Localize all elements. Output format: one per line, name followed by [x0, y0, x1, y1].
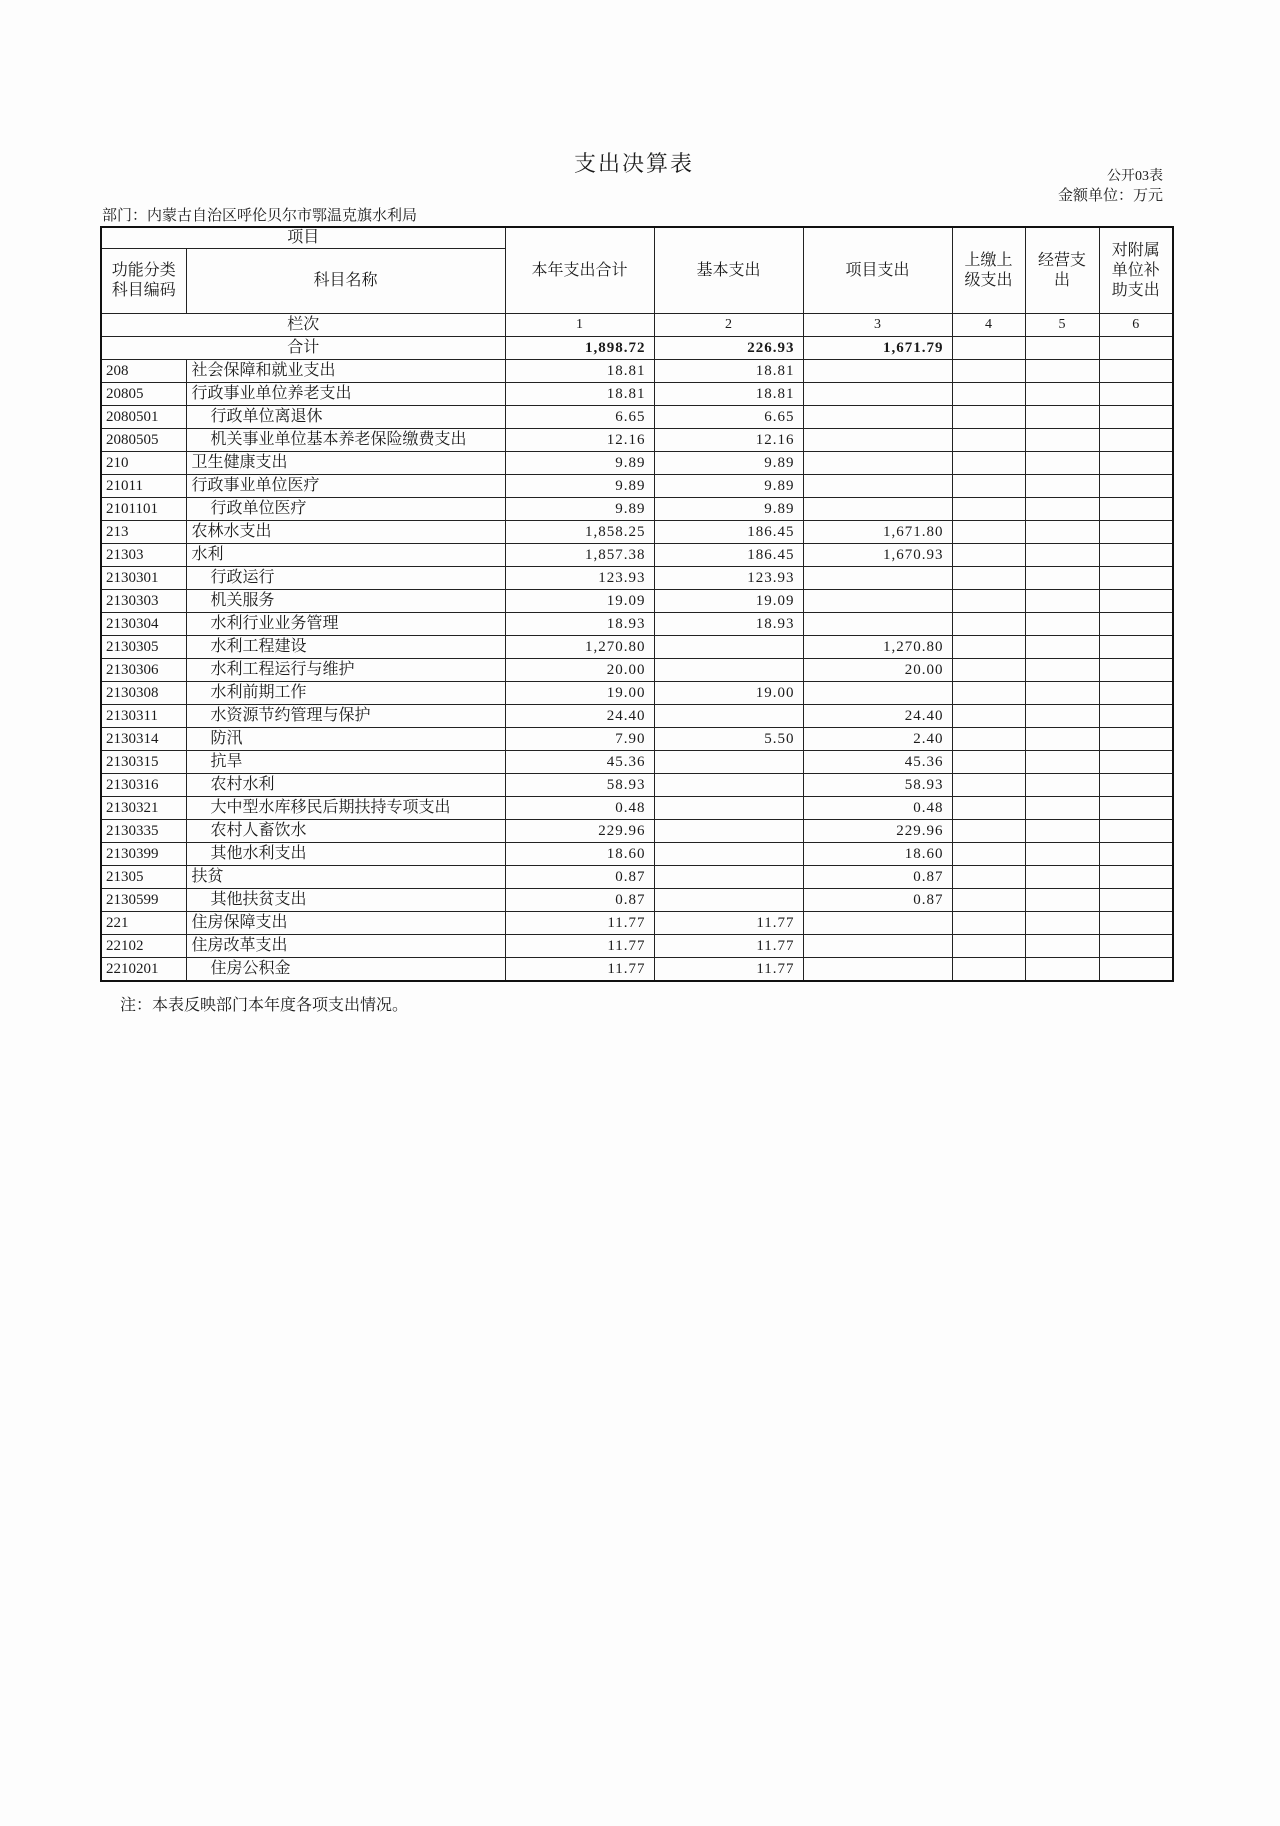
- header-col-basic: 基本支出: [654, 227, 803, 314]
- table-row: [101, 452, 1173, 475]
- table-row: [101, 682, 1173, 705]
- row-name: 水利工程建设: [186, 636, 505, 659]
- total-label: 合计: [101, 337, 505, 360]
- row-value-remit-upper: [952, 843, 1025, 866]
- row-value-total: 6.65: [505, 406, 654, 429]
- table-row: [101, 659, 1173, 682]
- row-value-subsidy: [1099, 498, 1173, 521]
- row-value-total: 1,270.80: [505, 636, 654, 659]
- row-code: 2130311: [101, 705, 186, 728]
- row-value-operating: [1025, 406, 1099, 429]
- row-value-total: 20.00: [505, 659, 654, 682]
- row-value-project: 1,671.80: [803, 521, 952, 544]
- row-code: 2130304: [101, 613, 186, 636]
- document-title: 支出决算表: [573, 151, 694, 176]
- row-value-operating: [1025, 820, 1099, 843]
- row-code: 2080505: [101, 429, 186, 452]
- row-value-project: [803, 682, 952, 705]
- row-value-operating: [1025, 590, 1099, 613]
- row-value-basic: 11.77: [654, 935, 803, 958]
- row-value-operating: [1025, 567, 1099, 590]
- row-code: 2130301: [101, 567, 186, 590]
- row-value-remit-upper: [952, 636, 1025, 659]
- table-row: [101, 820, 1173, 843]
- row-name: 住房改革支出: [186, 935, 505, 958]
- row-name: 行政运行: [186, 567, 505, 590]
- row-name: 水利前期工作: [186, 682, 505, 705]
- row-value-project: 2.40: [803, 728, 952, 751]
- row-value-project: 58.93: [803, 774, 952, 797]
- row-name: 抗旱: [186, 751, 505, 774]
- row-code: 2130321: [101, 797, 186, 820]
- row-code: 2130599: [101, 889, 186, 912]
- form-number: 公开03表: [1107, 169, 1163, 184]
- table-row: [101, 866, 1173, 889]
- table-row: [101, 728, 1173, 751]
- row-name: 农村水利: [186, 774, 505, 797]
- row-value-operating: [1025, 843, 1099, 866]
- header-col-operating: 经营支 出: [1025, 227, 1099, 314]
- table-row: [101, 843, 1173, 866]
- row-value-subsidy: [1099, 406, 1173, 429]
- header-row-top: [101, 227, 1173, 249]
- row-value-basic: 6.65: [654, 406, 803, 429]
- table-row: [101, 774, 1173, 797]
- row-name: 水利行业业务管理: [186, 613, 505, 636]
- row-value-remit-upper: [952, 544, 1025, 567]
- row-value-basic: [654, 751, 803, 774]
- row-value-subsidy: [1099, 613, 1173, 636]
- row-code: 20805: [101, 383, 186, 406]
- table-row: [101, 889, 1173, 912]
- row-value-basic: 11.77: [654, 958, 803, 981]
- table-row: [101, 751, 1173, 774]
- table-row: [101, 935, 1173, 958]
- row-name: 扶贫: [186, 866, 505, 889]
- table-row: [101, 360, 1173, 383]
- total-value-basic: 226.93: [654, 337, 803, 360]
- table-row: [101, 429, 1173, 452]
- row-value-subsidy: [1099, 843, 1173, 866]
- table-row: [101, 567, 1173, 590]
- table-row: [101, 613, 1173, 636]
- row-value-total: 7.90: [505, 728, 654, 751]
- row-value-subsidy: [1099, 475, 1173, 498]
- row-value-basic: [654, 820, 803, 843]
- row-value-basic: [654, 774, 803, 797]
- row-value-operating: [1025, 682, 1099, 705]
- total-value-remit-upper: [952, 337, 1025, 360]
- row-value-remit-upper: [952, 475, 1025, 498]
- row-value-total: 12.16: [505, 429, 654, 452]
- row-name: 农村人畜饮水: [186, 820, 505, 843]
- row-value-basic: [654, 889, 803, 912]
- row-value-operating: [1025, 360, 1099, 383]
- row-value-total: 9.89: [505, 475, 654, 498]
- row-name: 其他水利支出: [186, 843, 505, 866]
- row-value-project: [803, 498, 952, 521]
- row-value-subsidy: [1099, 820, 1173, 843]
- row-name: 行政单位离退休: [186, 406, 505, 429]
- amount-unit: 金额单位：万元: [1057, 188, 1163, 204]
- row-value-remit-upper: [952, 728, 1025, 751]
- total-value-total: 1,898.72: [505, 337, 654, 360]
- row-code: 2130335: [101, 820, 186, 843]
- row-value-operating: [1025, 889, 1099, 912]
- row-value-project: 24.40: [803, 705, 952, 728]
- row-value-project: [803, 383, 952, 406]
- row-value-project: 229.96: [803, 820, 952, 843]
- row-value-remit-upper: [952, 889, 1025, 912]
- row-name: 水资源节约管理与保护: [186, 705, 505, 728]
- department-label: 部门：内蒙古自治区呼伦贝尔市鄂温克旗水利局: [102, 208, 418, 224]
- total-value-subsidy: [1099, 337, 1173, 360]
- row-value-remit-upper: [952, 751, 1025, 774]
- row-name: 社会保障和就业支出: [186, 360, 505, 383]
- row-value-subsidy: [1099, 912, 1173, 935]
- row-code: 210: [101, 452, 186, 475]
- table-row: [101, 544, 1173, 567]
- row-name: 行政单位医疗: [186, 498, 505, 521]
- row-value-basic: 123.93: [654, 567, 803, 590]
- row-value-remit-upper: [952, 521, 1025, 544]
- row-value-subsidy: [1099, 889, 1173, 912]
- table-row: [101, 958, 1173, 981]
- row-value-remit-upper: [952, 866, 1025, 889]
- row-value-subsidy: [1099, 866, 1173, 889]
- row-value-total: 18.93: [505, 613, 654, 636]
- row-value-remit-upper: [952, 659, 1025, 682]
- row-value-total: 18.81: [505, 360, 654, 383]
- row-value-remit-upper: [952, 682, 1025, 705]
- row-value-basic: [654, 659, 803, 682]
- row-value-remit-upper: [952, 705, 1025, 728]
- row-value-operating: [1025, 797, 1099, 820]
- row-code: 2130314: [101, 728, 186, 751]
- row-value-operating: [1025, 521, 1099, 544]
- row-value-remit-upper: [952, 958, 1025, 981]
- row-name: 水利: [186, 544, 505, 567]
- row-value-total: 18.60: [505, 843, 654, 866]
- row-value-operating: [1025, 475, 1099, 498]
- row-value-total: 58.93: [505, 774, 654, 797]
- row-value-project: 20.00: [803, 659, 952, 682]
- column-index-number: 2: [654, 314, 803, 337]
- row-name: 行政事业单位养老支出: [186, 383, 505, 406]
- row-value-operating: [1025, 544, 1099, 567]
- row-value-basic: 5.50: [654, 728, 803, 751]
- row-value-total: 9.89: [505, 452, 654, 475]
- row-value-total: 0.48: [505, 797, 654, 820]
- row-value-operating: [1025, 636, 1099, 659]
- row-name: 机关服务: [186, 590, 505, 613]
- row-value-subsidy: [1099, 452, 1173, 475]
- row-value-remit-upper: [952, 498, 1025, 521]
- row-code: 213: [101, 521, 186, 544]
- row-value-project: 0.87: [803, 889, 952, 912]
- row-value-operating: [1025, 728, 1099, 751]
- row-value-subsidy: [1099, 958, 1173, 981]
- row-value-basic: [654, 797, 803, 820]
- row-value-total: 0.87: [505, 889, 654, 912]
- row-value-basic: 9.89: [654, 475, 803, 498]
- column-index-number: 1: [505, 314, 654, 337]
- row-value-operating: [1025, 774, 1099, 797]
- row-value-total: 1,857.38: [505, 544, 654, 567]
- row-value-operating: [1025, 935, 1099, 958]
- table-row: [101, 521, 1173, 544]
- row-value-subsidy: [1099, 360, 1173, 383]
- row-code: 22102: [101, 935, 186, 958]
- row-code: 2101101: [101, 498, 186, 521]
- row-value-basic: 186.45: [654, 544, 803, 567]
- row-value-subsidy: [1099, 590, 1173, 613]
- row-value-remit-upper: [952, 820, 1025, 843]
- row-value-total: 11.77: [505, 958, 654, 981]
- row-name: 行政事业单位医疗: [186, 475, 505, 498]
- row-code: 21303: [101, 544, 186, 567]
- row-value-remit-upper: [952, 429, 1025, 452]
- row-name: 其他扶贫支出: [186, 889, 505, 912]
- row-value-basic: [654, 843, 803, 866]
- row-name: 机关事业单位基本养老保险缴费支出: [186, 429, 505, 452]
- row-value-project: [803, 475, 952, 498]
- row-value-project: 45.36: [803, 751, 952, 774]
- row-value-subsidy: [1099, 383, 1173, 406]
- row-value-subsidy: [1099, 682, 1173, 705]
- column-index-number: 4: [952, 314, 1025, 337]
- row-value-operating: [1025, 498, 1099, 521]
- row-value-operating: [1025, 452, 1099, 475]
- row-value-basic: 18.81: [654, 360, 803, 383]
- table-row: [101, 705, 1173, 728]
- row-value-remit-upper: [952, 567, 1025, 590]
- row-value-subsidy: [1099, 751, 1173, 774]
- row-code: 2130303: [101, 590, 186, 613]
- header-col-subsidy: 对附属 单位补 助支出: [1099, 227, 1173, 314]
- table-row: [101, 797, 1173, 820]
- table-summary: [101, 314, 1173, 360]
- row-value-operating: [1025, 958, 1099, 981]
- row-value-project: 1,270.80: [803, 636, 952, 659]
- row-value-total: 45.36: [505, 751, 654, 774]
- header-subject-name: 科目名称: [186, 249, 505, 314]
- row-value-subsidy: [1099, 544, 1173, 567]
- row-value-basic: 9.89: [654, 452, 803, 475]
- row-name: 卫生健康支出: [186, 452, 505, 475]
- total-value-project: 1,671.79: [803, 337, 952, 360]
- row-value-project: 0.87: [803, 866, 952, 889]
- row-code: 2130315: [101, 751, 186, 774]
- total-value-operating: [1025, 337, 1099, 360]
- row-value-operating: [1025, 912, 1099, 935]
- column-index-number: 6: [1099, 314, 1173, 337]
- row-value-project: [803, 958, 952, 981]
- row-value-basic: 18.81: [654, 383, 803, 406]
- row-value-remit-upper: [952, 452, 1025, 475]
- row-value-remit-upper: [952, 360, 1025, 383]
- table-row: [101, 498, 1173, 521]
- row-value-total: 19.00: [505, 682, 654, 705]
- row-value-operating: [1025, 866, 1099, 889]
- row-value-project: 18.60: [803, 843, 952, 866]
- row-value-subsidy: [1099, 429, 1173, 452]
- row-code: 2080501: [101, 406, 186, 429]
- row-value-total: 0.87: [505, 866, 654, 889]
- row-value-basic: [654, 636, 803, 659]
- row-value-operating: [1025, 751, 1099, 774]
- row-name: 大中型水库移民后期扶持专项支出: [186, 797, 505, 820]
- row-value-project: [803, 613, 952, 636]
- row-code: 21011: [101, 475, 186, 498]
- row-code: 221: [101, 912, 186, 935]
- row-value-project: [803, 406, 952, 429]
- expenditure-table: [100, 226, 1174, 982]
- row-value-total: 123.93: [505, 567, 654, 590]
- row-name: 住房公积金: [186, 958, 505, 981]
- row-value-remit-upper: [952, 912, 1025, 935]
- row-value-basic: 19.00: [654, 682, 803, 705]
- row-value-project: [803, 360, 952, 383]
- row-value-project: [803, 590, 952, 613]
- row-value-subsidy: [1099, 705, 1173, 728]
- row-value-basic: 18.93: [654, 613, 803, 636]
- column-index-label: 栏次: [101, 314, 505, 337]
- row-value-total: 18.81: [505, 383, 654, 406]
- row-value-basic: [654, 705, 803, 728]
- header-col-project: 项目支出: [803, 227, 952, 314]
- row-value-subsidy: [1099, 636, 1173, 659]
- row-name: 水利工程运行与维护: [186, 659, 505, 682]
- row-value-total: 1,858.25: [505, 521, 654, 544]
- row-value-project: [803, 935, 952, 958]
- table-row: [101, 406, 1173, 429]
- header-item: 项目: [101, 227, 505, 249]
- header-function-code: 功能分类 科目编码: [101, 249, 186, 314]
- column-index-row: [101, 314, 1173, 337]
- row-value-project: 1,670.93: [803, 544, 952, 567]
- row-value-remit-upper: [952, 590, 1025, 613]
- row-code: 208: [101, 360, 186, 383]
- row-value-total: 229.96: [505, 820, 654, 843]
- table-body: [101, 360, 1173, 981]
- row-code: 2130306: [101, 659, 186, 682]
- row-value-basic: [654, 866, 803, 889]
- row-value-project: [803, 429, 952, 452]
- row-value-basic: 19.09: [654, 590, 803, 613]
- row-code: 2130305: [101, 636, 186, 659]
- row-value-remit-upper: [952, 383, 1025, 406]
- row-value-subsidy: [1099, 797, 1173, 820]
- row-value-basic: 186.45: [654, 521, 803, 544]
- table-row: [101, 475, 1173, 498]
- row-name: 防汛: [186, 728, 505, 751]
- row-code: 2130316: [101, 774, 186, 797]
- row-value-operating: [1025, 705, 1099, 728]
- row-value-project: 0.48: [803, 797, 952, 820]
- row-code: 2130399: [101, 843, 186, 866]
- row-value-remit-upper: [952, 797, 1025, 820]
- row-code: 21305: [101, 866, 186, 889]
- row-code: 2130308: [101, 682, 186, 705]
- table-row: [101, 912, 1173, 935]
- table-row: [101, 590, 1173, 613]
- table-header: [101, 227, 1173, 314]
- row-name: 农林水支出: [186, 521, 505, 544]
- row-value-operating: [1025, 383, 1099, 406]
- row-value-subsidy: [1099, 935, 1173, 958]
- row-value-total: 9.89: [505, 498, 654, 521]
- column-index-number: 5: [1025, 314, 1099, 337]
- row-value-subsidy: [1099, 774, 1173, 797]
- footnote: 注：本表反映部门本年度各项支出情况。: [120, 997, 409, 1014]
- row-value-remit-upper: [952, 613, 1025, 636]
- total-row: [101, 337, 1173, 360]
- row-value-operating: [1025, 429, 1099, 452]
- row-code: 2210201: [101, 958, 186, 981]
- row-value-remit-upper: [952, 406, 1025, 429]
- row-value-subsidy: [1099, 567, 1173, 590]
- row-value-basic: 9.89: [654, 498, 803, 521]
- table-row: [101, 636, 1173, 659]
- column-index-number: 3: [803, 314, 952, 337]
- row-value-subsidy: [1099, 521, 1173, 544]
- row-value-subsidy: [1099, 728, 1173, 751]
- row-value-basic: 12.16: [654, 429, 803, 452]
- row-name: 住房保障支出: [186, 912, 505, 935]
- row-value-operating: [1025, 613, 1099, 636]
- table-row: [101, 383, 1173, 406]
- row-value-total: 19.09: [505, 590, 654, 613]
- header-col-total: 本年支出合计: [505, 227, 654, 314]
- row-value-project: [803, 567, 952, 590]
- row-value-project: [803, 452, 952, 475]
- row-value-total: 24.40: [505, 705, 654, 728]
- row-value-total: 11.77: [505, 912, 654, 935]
- row-value-operating: [1025, 659, 1099, 682]
- row-value-project: [803, 912, 952, 935]
- row-value-remit-upper: [952, 774, 1025, 797]
- header-col-remit-upper: 上缴上 级支出: [952, 227, 1025, 314]
- row-value-basic: 11.77: [654, 912, 803, 935]
- row-value-remit-upper: [952, 935, 1025, 958]
- row-value-total: 11.77: [505, 935, 654, 958]
- row-value-subsidy: [1099, 659, 1173, 682]
